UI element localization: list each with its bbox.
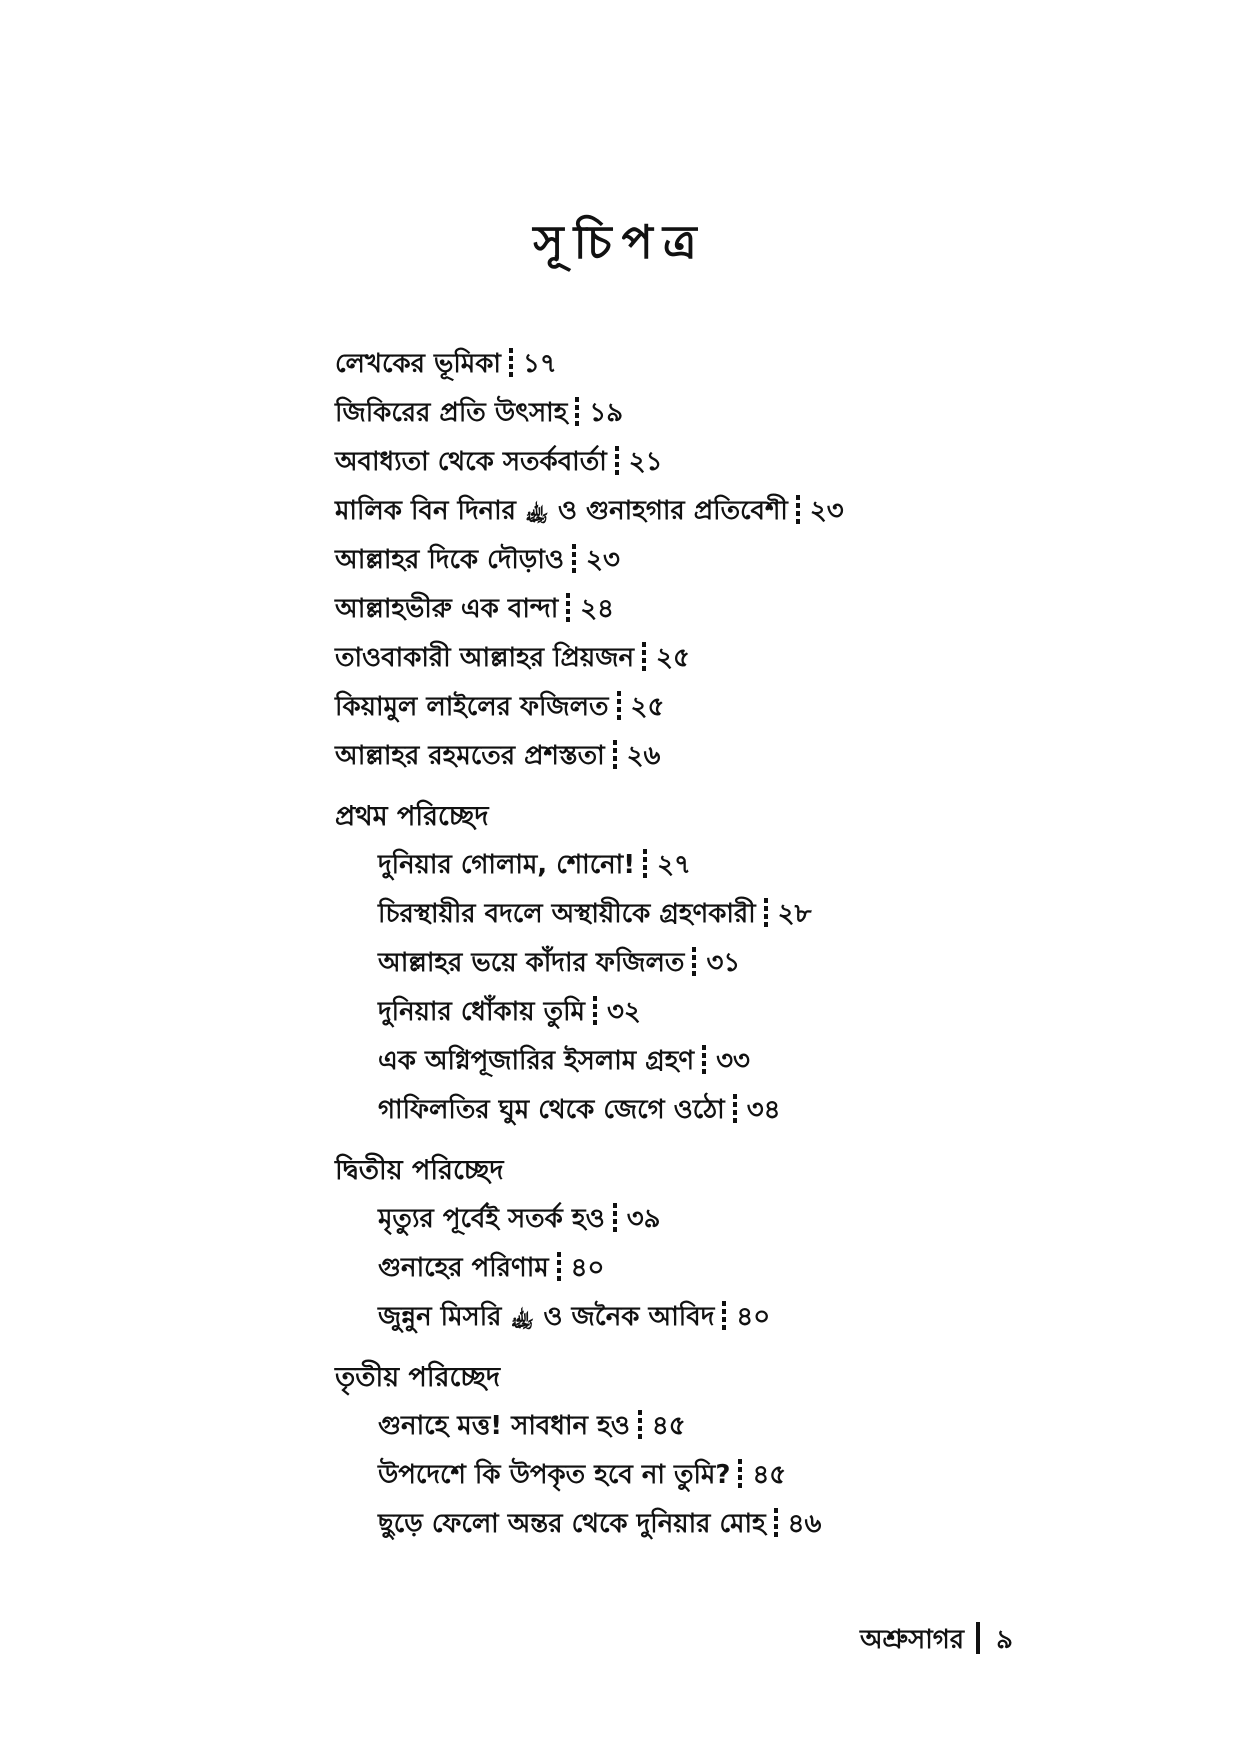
toc-entry[interactable] [335,438,1155,487]
page-footer [860,1620,1160,1660]
dotted-separator-icon [702,1045,706,1075]
toc-entry[interactable] [335,683,1155,732]
dotted-separator-icon [738,1459,742,1489]
dotted-separator-icon [566,593,570,623]
toc-entry-page: ২১ [628,447,663,477]
toc-entry-page: ৪০ [736,1302,771,1332]
toc-entry[interactable] [335,939,1155,988]
toc-entry-page: ৪৫ [752,1460,787,1490]
toc-entry[interactable] [335,1451,1155,1500]
dotted-separator-icon [613,1203,617,1233]
dotted-separator-icon [593,996,597,1026]
toc-entry-page: ৪৬ [787,1509,822,1539]
toc-entry[interactable] [335,1500,1155,1549]
section-third [335,1354,1155,1549]
toc-entry-title: আল্লাহর ভয়ে কাঁদার ফজিলত [378,948,685,978]
toc-entry-page: ৩৪ [746,1095,781,1125]
dotted-separator-icon [572,544,576,574]
toc-entry-title: তাওবাকারী আল্লাহর প্রিয়জন [335,643,635,673]
toc-entry-page: ২৫ [656,643,690,673]
toc-entry[interactable] [335,988,1155,1037]
toc-entry[interactable] [335,487,1155,536]
table-of-contents [335,340,1155,1549]
dotted-separator-icon [796,495,800,525]
toc-entry-title: গুনাহের পরিণাম [378,1253,549,1283]
dotted-separator-icon [733,1094,737,1124]
toc-entry-title: চিরস্থায়ীর বদলে অস্থায়ীকে গ্রহণকারী [378,899,756,929]
dotted-separator-icon [509,348,513,378]
toc-entry-title: জুন্নুন মিসরি ﵀ ও জনৈক আবিদ [378,1302,715,1332]
toc-entry[interactable] [335,585,1155,634]
dotted-separator-icon [643,849,647,879]
toc-entry-title: অবাধ্যতা থেকে সতর্কবার্তা [335,447,607,477]
dotted-separator-icon [613,740,617,770]
toc-entry-page: ১৯ [589,398,624,428]
toc-entry-title: দুনিয়ার ধোঁকায় তুমি [378,997,585,1027]
dotted-separator-icon [615,446,619,476]
section-heading: প্রথম পরিচ্ছেদ [335,801,489,832]
section-second [335,1147,1155,1342]
toc-entry-title: ছুড়ে ফেলো অন্তর থেকে দুনিয়ার মোহ [378,1509,766,1539]
toc-entry-page: ৩৯ [626,1204,661,1234]
toc-entry-title: গুনাহে মত্ত! সাবধান হও [378,1411,630,1441]
footer-book-title: অশ্রুসাগর [860,1625,965,1655]
toc-entry-page: ২৩ [809,496,844,526]
toc-entry-title: দুনিয়ার গোলাম, শোনো! [378,850,636,880]
toc-entry-page: ২৮ [777,899,812,929]
section-first [335,793,1155,1135]
toc-entry-page: ২৬ [626,741,661,771]
toc-entry-title: লেখকের ভূমিকা [335,349,501,379]
toc-entry-title: গাফিলতির ঘুম থেকে জেগে ওঠো [378,1095,725,1125]
toc-entry-title: আল্লাহর দিকে দৌড়াও [335,545,565,575]
dotted-separator-icon [557,1252,561,1282]
section-heading: দ্বিতীয় পরিচ্ছেদ [335,1155,504,1186]
toc-entry[interactable] [335,1244,1155,1293]
toc-entry[interactable] [335,732,1155,781]
toc-entry-page: ২৪ [580,594,615,624]
toc-entry-title: আল্লাহর রহমতের প্রশস্ততা [335,741,605,771]
toc-entry-title: জিকিরের প্রতি উৎসাহ [335,398,568,428]
toc-entry-page: ৪৫ [651,1411,686,1441]
dotted-separator-icon [642,642,646,672]
intro-entries [335,340,1155,781]
toc-entry-title: কিয়ামুল লাইলের ফজিলত [335,692,609,722]
page-title: সূচিপত্র [533,215,707,269]
toc-entry-page: ৩২ [606,997,641,1027]
toc-entry[interactable] [335,389,1155,438]
dotted-separator-icon [692,947,696,977]
footer-divider [976,1622,980,1654]
footer-page-number: ৯ [996,1625,1013,1655]
toc-entry-title: মৃত্যুর পূর্বেই সতর্ক হও [378,1204,605,1234]
toc-entry[interactable] [335,890,1155,939]
toc-entry-page: ১৭ [522,349,557,379]
toc-entry[interactable] [335,536,1155,585]
dotted-separator-icon [774,1508,778,1538]
toc-entry[interactable] [335,1195,1155,1244]
section-heading: তৃতীয় পরিচ্ছেদ [335,1362,501,1393]
toc-entry-page: ৩৩ [716,1046,750,1076]
toc-entry-page: ২৭ [657,850,691,880]
dotted-separator-icon [617,691,621,721]
toc-entry-title: উপদেশে কি উপকৃত হবে না তুমি? [378,1460,731,1490]
toc-entry-page: ২৫ [630,692,665,722]
dotted-separator-icon [764,898,768,928]
toc-entry-page: ৩১ [706,948,741,978]
toc-entry-title: মালিক বিন দিনার ﵀ ও গুনাহগার প্রতিবেশী [335,496,788,526]
toc-entry-title: আল্লাহভীরু এক বান্দা [335,594,559,624]
toc-entry-page: ২৩ [586,545,620,575]
toc-entry[interactable] [335,1086,1155,1135]
toc-entry[interactable] [335,1037,1155,1086]
dotted-separator-icon [638,1410,642,1440]
toc-entry-title: এক অগ্নিপূজারির ইসলাম গ্রহণ [378,1046,695,1076]
toc-entry[interactable] [335,841,1155,890]
toc-entry[interactable] [335,634,1155,683]
toc-entry[interactable] [335,340,1155,389]
dotted-separator-icon [722,1301,726,1331]
toc-entry[interactable] [335,1402,1155,1451]
toc-entry[interactable] [335,1293,1155,1342]
toc-entry-page: ৪০ [570,1253,605,1283]
dotted-separator-icon [575,397,579,427]
